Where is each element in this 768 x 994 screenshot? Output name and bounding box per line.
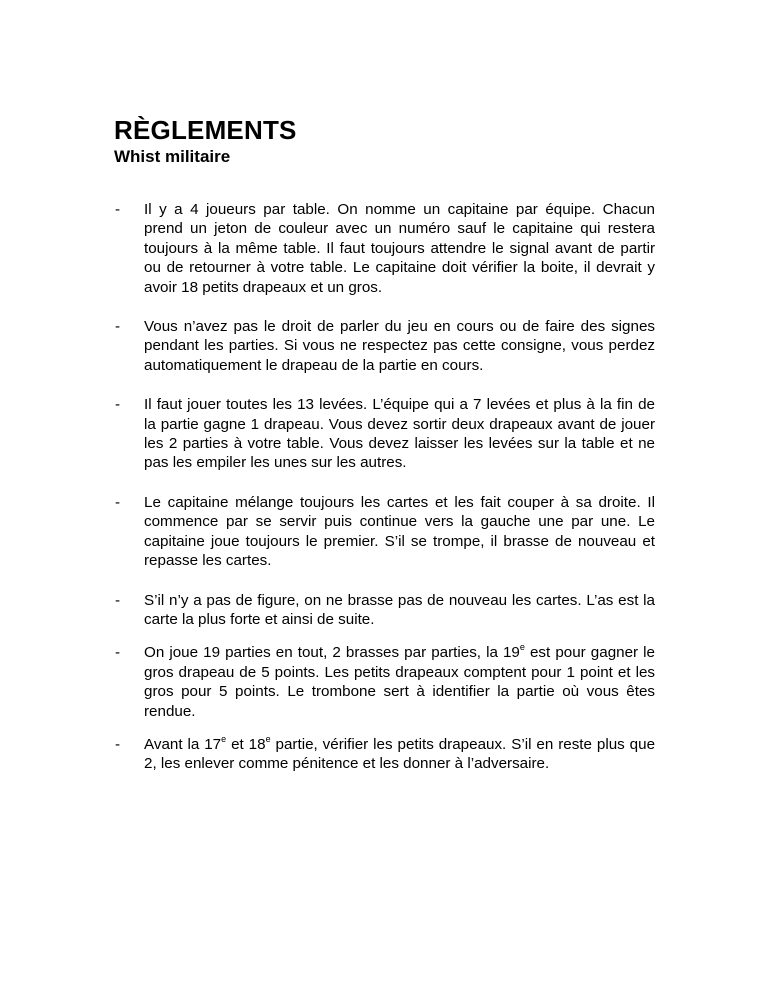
rule-item-figures bbox=[115, 591, 655, 630]
rule-text: Le capitaine mélange toujours les cartes et les fait couper à sa droite. Il commence par se servir puis continue vers la gauche une par une. Le capitaine joue toujours le premier. S’il se trompe, il brasse de nouveau et repasse les cartes. bbox=[144, 493, 655, 570]
superscript-e: e bbox=[265, 733, 271, 744]
rule-text: S’il n’y a pas de figure, on ne brasse pas de nouveau les cartes. L’as est la carte la plus forte et ainsi de suite. bbox=[144, 591, 655, 628]
rule-text bbox=[144, 644, 655, 719]
bullet-marker: - bbox=[115, 591, 121, 609]
rule-item-scoring bbox=[115, 643, 655, 721]
bullet-marker: - bbox=[115, 396, 121, 414]
rules-list bbox=[115, 200, 655, 774]
rule-text-part: et 18 bbox=[226, 735, 266, 753]
rule-text: Vous n’avez pas le droit de parler du jeu en cours ou de faire des signes pendant les parties. Si vous ne respectez pas cette consigne, vous perdez automatiquement le drapeau de la partie en cours. bbox=[144, 318, 655, 374]
superscript-e: e bbox=[221, 733, 227, 744]
rule-text bbox=[144, 733, 656, 773]
rule-item-flags-check bbox=[115, 735, 655, 774]
rule-text-part: est pour gagner le gros drapeau de 5 points. Les petits drapeaux comptent pour 1 point et les gros pour 5 points. Le trombone sert à identifier la partie où vous êtes rendue. bbox=[144, 644, 655, 720]
rule-text-part: partie, vérifier les petits drapeaux. S’il en reste plus que 2, les enlever comme pénitence et les donner à l’adversaire. bbox=[144, 735, 656, 773]
rule-item-dealing bbox=[115, 493, 655, 571]
rule-text-part: On joue 19 parties en tout, 2 brasses par parties, la 19 bbox=[144, 644, 520, 662]
rule-text: Il y a 4 joueurs par table. On nomme un capitaine par équipe. Chacun prend un jeton de couleur avec un numéro sauf le capitaine qui restera toujours à la même table. Il faut toujours attendre le signal avant de partir ou de retourner à votre table. Le capitaine doit vérifier la boite, il devrait y avoir 18 petits drapeaux et un gros. bbox=[144, 201, 655, 296]
page-subtitle: Whist militaire bbox=[114, 147, 231, 166]
bullet-marker: - bbox=[115, 493, 121, 511]
bullet-marker: - bbox=[115, 201, 121, 218]
rule-text-part: Avant la 17 bbox=[144, 735, 222, 753]
page-title: RÈGLEMENTS bbox=[114, 115, 297, 145]
rule-text: Il faut jouer toutes les 13 levées. L’équipe qui a 7 levées et plus à la fin de la partie gagne 1 drapeau. Vous devez sortir deux drapeaux avant de jouer les 2 parties à votre table. Vous devez laisser les levées sur la table et ne pas les empiler les unes sur les autres. bbox=[144, 396, 655, 472]
bullet-marker: - bbox=[115, 735, 121, 753]
rule-item-silence bbox=[115, 317, 655, 375]
rule-item-tricks bbox=[115, 395, 655, 473]
bullet-marker: - bbox=[115, 318, 121, 336]
bullet-marker: - bbox=[115, 644, 121, 662]
rule-item-players bbox=[115, 200, 655, 297]
superscript-e: e bbox=[519, 642, 525, 653]
